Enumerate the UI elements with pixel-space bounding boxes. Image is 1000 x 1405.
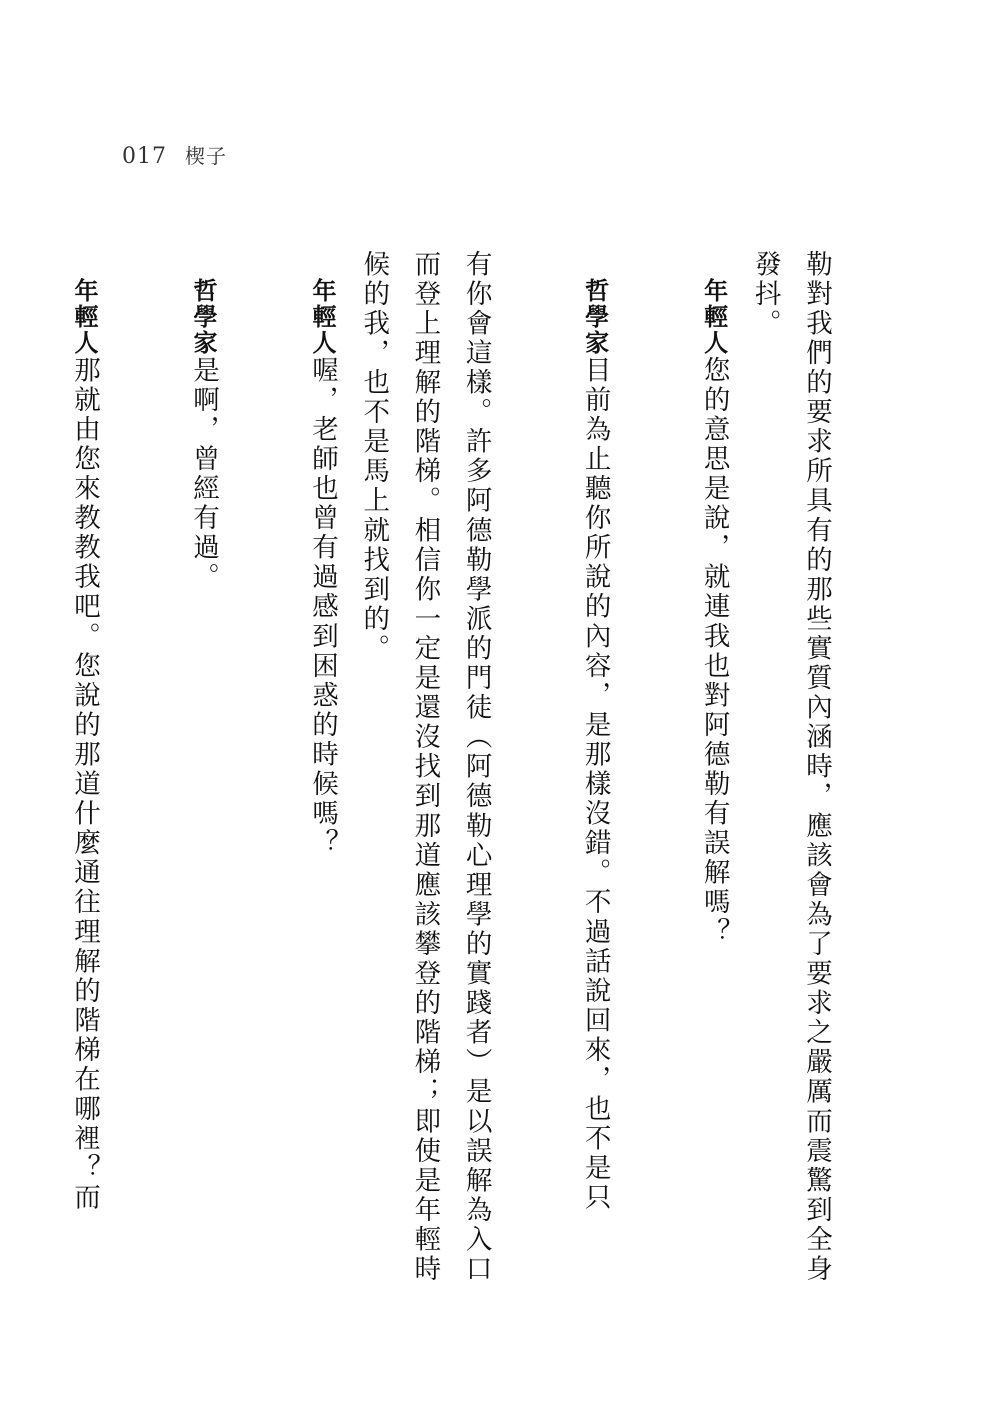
speaker-label: 哲學家 xyxy=(188,278,217,356)
line-text: 勒對我們的要求所具有的那些實質內涵時，應該會為了要求之嚴厲而震驚到全身 xyxy=(801,250,832,1285)
text-line xyxy=(348,250,399,1260)
dialogue-text: 那就由您來教教我吧。您說的那道什麼通往理解的階梯在哪裡？而 xyxy=(68,356,100,1213)
dialogue-text: 目前為止聽你所說的內容，是那樣沒錯。不過話說回來，也不是只 xyxy=(579,356,611,1213)
line-text: 而登上理解的階梯。相信你一定是還沒找到那道應該攀登的階梯；即使是年輕時 xyxy=(409,250,441,1285)
text-line xyxy=(450,250,501,1285)
line-text: 候的我，也不是馬上就找到的。 xyxy=(358,250,390,664)
line-text: 發抖。 xyxy=(749,250,781,339)
speaker-label: 年輕人 xyxy=(69,278,98,356)
running-head: 楔子 xyxy=(185,144,227,168)
speaker-label: 哲學家 xyxy=(580,278,609,356)
dialogue-line xyxy=(229,250,348,1260)
dialogue-text: 喔，老師也曾有過感到困惑的時候嗎？ xyxy=(306,356,338,859)
text-line xyxy=(791,250,842,1285)
speaker-label: 年輕人 xyxy=(307,278,336,356)
text-line xyxy=(399,250,450,1285)
vertical-text-body xyxy=(0,250,842,1285)
page-number: 017 xyxy=(122,144,167,169)
dialogue-line xyxy=(0,250,110,1260)
speaker-label: 年輕人 xyxy=(699,278,728,356)
dialogue-text: 是啊，曾經有過。 xyxy=(187,356,219,593)
dialogue-text: 您的意思是說，就連我也對阿德勒有誤解嗎？ xyxy=(698,356,730,947)
dialogue-line xyxy=(621,250,740,1260)
dialogue-line xyxy=(502,250,621,1260)
page-header xyxy=(122,140,227,169)
dialogue-line xyxy=(110,250,229,1260)
line-text: 有你會這樣。許多阿德勒學派的門徒（阿德勒心理學的實踐者）是以誤解為入口 xyxy=(460,250,492,1285)
text-line xyxy=(740,250,791,1260)
